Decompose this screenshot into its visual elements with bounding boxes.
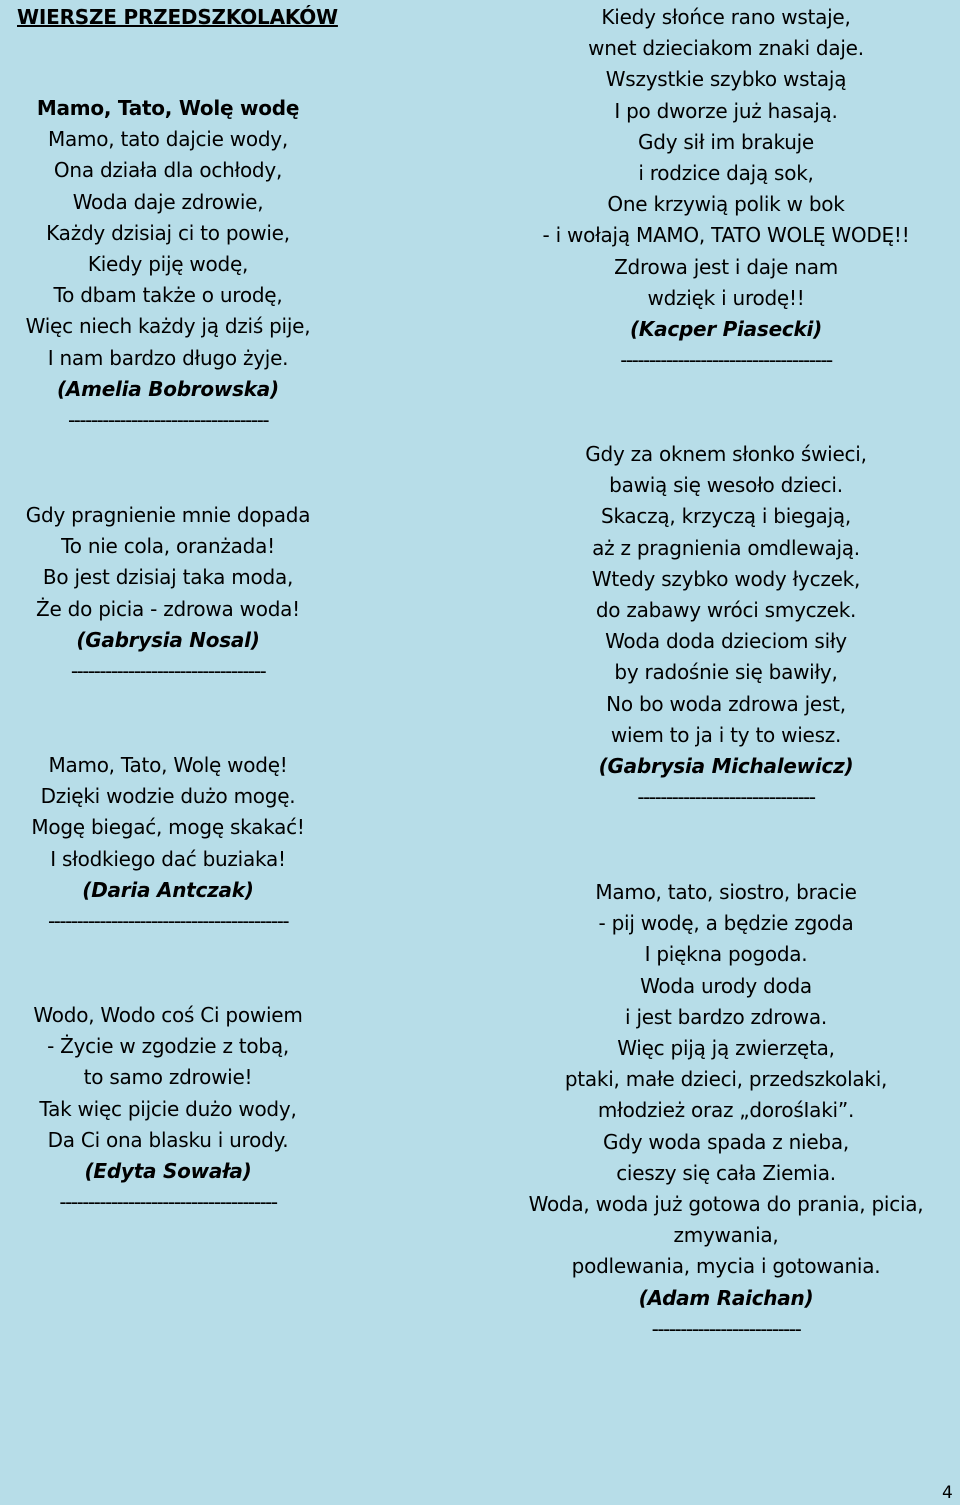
poem-line: Woda, woda już gotowa do prania, picia, xyxy=(528,1192,924,1217)
poem-line: Kiedy piję wodę, xyxy=(87,252,249,277)
poem-line: Mamo, tato, siostro, bracie xyxy=(595,880,857,904)
poem xyxy=(512,877,940,1345)
poem-line: - Życie w zgodzie z tobą, xyxy=(47,1034,289,1059)
poem-line: I piękna pogoda. xyxy=(644,942,808,967)
separator: -------------------------------------- xyxy=(59,1190,277,1215)
separator: -------------------------- xyxy=(651,1316,801,1341)
separator: ----------------------------------- xyxy=(67,408,269,433)
poem-line: I słodkiego dać buziaka! xyxy=(50,846,286,871)
poem-line: I nam bardzo długo żyje. xyxy=(47,345,289,370)
poem-line: Bo jest dzisiaj taka moda, xyxy=(42,565,294,590)
poem-line: To nie cola, oranżada! xyxy=(61,534,275,559)
poem-line: bawią się wesoło dzieci. xyxy=(609,473,843,498)
poem-line: wiem to ja i ty to wiesz. xyxy=(610,722,842,747)
poem-line: Gdy pragnienie mnie dopada xyxy=(25,503,311,527)
poem xyxy=(512,439,940,813)
poem-line: Każdy dzisiaj ci to powie, xyxy=(46,220,290,245)
poem-line: wdzięk i urodę!! xyxy=(647,285,805,310)
poem-line: Zdrowa jest i daje nam xyxy=(614,254,838,279)
poem-line: ptaki, małe dzieci, przedszkolaki, xyxy=(564,1067,888,1092)
poem-author: (Gabrysia Nosal) xyxy=(76,627,260,652)
poem-title: Mamo, Tato, Wolę wodę xyxy=(36,96,300,120)
poem-line: aż z pragnienia omdlewają. xyxy=(592,535,860,560)
poem-line: by radośnie się bawiły, xyxy=(614,660,838,685)
poem-line: Mogę biegać, mogę skakać! xyxy=(31,815,305,840)
poem-author: (Gabrysia Michalewicz) xyxy=(598,754,854,779)
poem xyxy=(0,750,336,937)
poem-author: (Daria Antczak) xyxy=(82,877,254,902)
poem-line: do zabawy wróci smyczek. xyxy=(595,598,857,623)
poem-author: (Adam Raichan) xyxy=(638,1285,814,1310)
poem-line: i rodzice dają sok, xyxy=(638,161,814,186)
poem-author: (Kacper Piasecki) xyxy=(629,317,823,342)
separator: ------------------------------------------ xyxy=(47,909,289,934)
separator: ---------------------------------- xyxy=(70,659,266,684)
document-title: WIERSZE PRZEDSZKOLAKÓW xyxy=(17,5,338,29)
poem-line: Woda doda dzieciom siły xyxy=(605,629,847,654)
poem-line: Dzięki wodzie dużo mogę. xyxy=(40,784,296,809)
poem-line: To dbam także o urodę, xyxy=(53,283,283,308)
poem-line: to samo zdrowie! xyxy=(83,1065,253,1090)
poem-line: Tak więc pijcie dużo wody, xyxy=(39,1096,297,1121)
poem xyxy=(0,93,336,436)
poem-line: i jest bardzo zdrowa. xyxy=(625,1004,827,1029)
poem-line: - i wołają MAMO, TATO WOLĘ WODĘ!! xyxy=(542,223,910,248)
poem-line: Da Ci ona blasku i urody. xyxy=(47,1127,289,1152)
poem-line: wnet dzieciakom znaki daje. xyxy=(588,36,864,61)
poem-line: Gdy sił im brakuje xyxy=(638,129,814,154)
poem-author: (Edyta Sowała) xyxy=(84,1159,252,1184)
poem xyxy=(512,2,940,376)
poem-line: Że do picia - zdrowa woda! xyxy=(36,596,300,621)
poem-line: I po dworze już hasają. xyxy=(614,98,838,123)
poem-line: Gdy woda spada z nieba, xyxy=(603,1129,849,1154)
poem-line: Woda urody doda xyxy=(640,973,812,998)
poem-line: Mamo, tato dajcie wody, xyxy=(48,127,288,152)
poem xyxy=(0,1000,336,1218)
poem-line: Skaczą, krzyczą i biegają, xyxy=(601,504,851,529)
page-number: 4 xyxy=(942,1483,953,1503)
poem-line: zmywania, xyxy=(673,1223,779,1248)
poem-line: Wszystkie szybko wstają xyxy=(605,67,847,92)
poem xyxy=(0,500,336,687)
poem-line: podlewania, mycia i gotowania. xyxy=(571,1254,881,1279)
poem-line: Gdy za oknem słonko świeci, xyxy=(585,442,867,466)
poem-line: młodzież oraz „dorośIaki”. xyxy=(597,1098,855,1123)
separator: ------------------------------- xyxy=(637,785,815,810)
poem-line: Mamo, Tato, Wolę wodę! xyxy=(48,753,288,777)
poem-line: Więc piją ją zwierzęta, xyxy=(617,1036,835,1061)
poem-line: No bo woda zdrowa jest, xyxy=(606,691,846,716)
poem-line: Więc niech każdy ją dziś pije, xyxy=(25,314,311,339)
poem-line: Ona działa dla ochłody, xyxy=(53,158,283,183)
poem-line: - pij wodę, a będzie zgoda xyxy=(598,911,854,936)
poem-line: Woda daje zdrowie, xyxy=(72,189,264,214)
poem-line: Wodo, Wodo coś Ci powiem xyxy=(33,1003,303,1027)
poem-line: Wtedy szybko wody łyczek, xyxy=(591,566,861,591)
poem-author: (Amelia Bobrowska) xyxy=(57,376,279,401)
poem-line: cieszy się cała Ziemia. xyxy=(616,1160,836,1185)
separator: ------------------------------------- xyxy=(620,348,832,373)
poem-line: Kiedy słońce rano wstaje, xyxy=(601,5,851,29)
poem-line: One krzywią polik w bok xyxy=(607,192,845,217)
